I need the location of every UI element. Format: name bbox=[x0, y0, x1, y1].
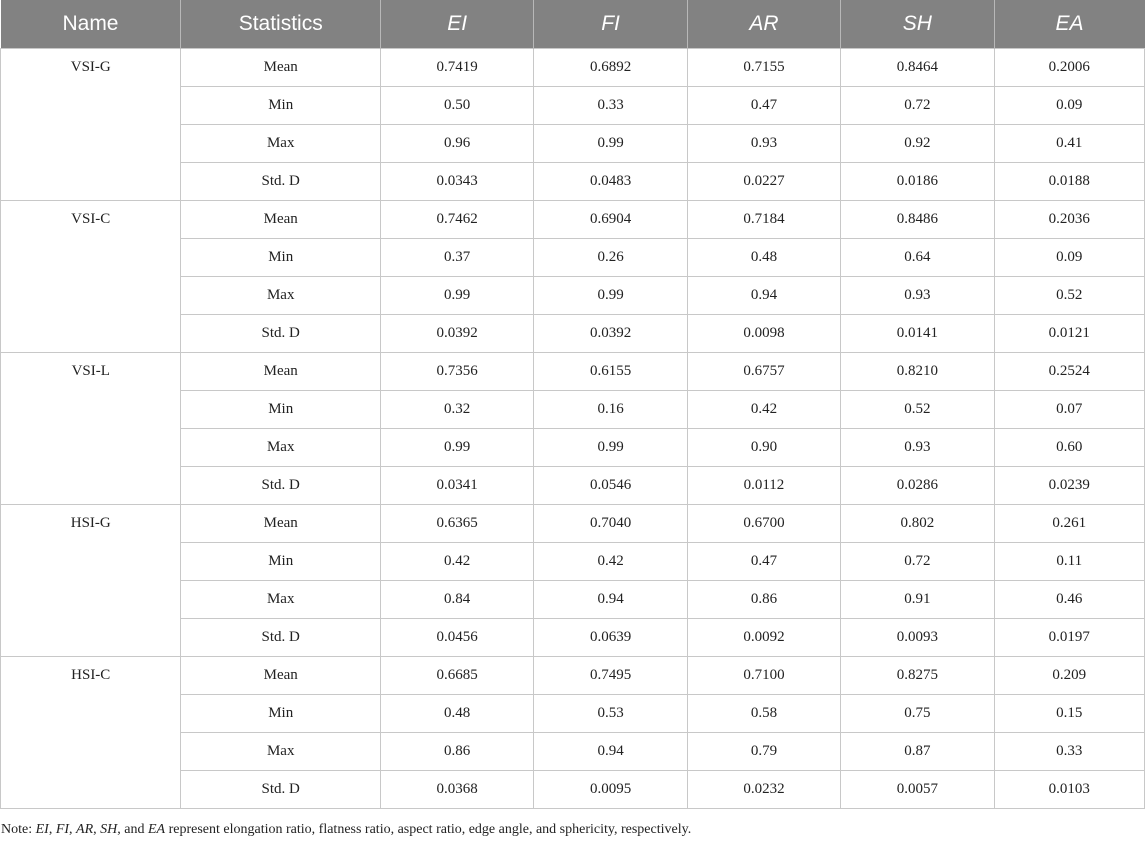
fi-value-cell: 0.26 bbox=[534, 239, 687, 277]
ei-value-cell: 0.0456 bbox=[380, 619, 533, 657]
ar-value-cell: 0.0098 bbox=[687, 315, 840, 353]
statistic-label-cell: Mean bbox=[181, 505, 381, 543]
statistic-label-cell: Mean bbox=[181, 201, 381, 239]
sh-value-cell: 0.0057 bbox=[841, 771, 994, 809]
ar-value-cell: 0.7155 bbox=[687, 49, 840, 87]
ei-value-cell: 0.0343 bbox=[380, 163, 533, 201]
header-fi: FI bbox=[534, 0, 687, 49]
ar-value-cell: 0.86 bbox=[687, 581, 840, 619]
ar-value-cell: 0.58 bbox=[687, 695, 840, 733]
fi-value-cell: 0.0095 bbox=[534, 771, 687, 809]
fi-value-cell: 0.0483 bbox=[534, 163, 687, 201]
sh-value-cell: 0.87 bbox=[841, 733, 994, 771]
sh-value-cell: 0.8210 bbox=[841, 353, 994, 391]
fi-value-cell: 0.7040 bbox=[534, 505, 687, 543]
ar-value-cell: 0.0092 bbox=[687, 619, 840, 657]
statistic-label-cell: Std. D bbox=[181, 163, 381, 201]
fi-value-cell: 0.99 bbox=[534, 429, 687, 467]
table-row bbox=[1, 353, 1145, 391]
ea-value-cell: 0.0121 bbox=[994, 315, 1144, 353]
fi-value-cell: 0.0546 bbox=[534, 467, 687, 505]
statistic-label-cell: Min bbox=[181, 239, 381, 277]
ar-value-cell: 0.47 bbox=[687, 87, 840, 125]
statistic-label-cell: Max bbox=[181, 581, 381, 619]
ar-value-cell: 0.48 bbox=[687, 239, 840, 277]
ei-value-cell: 0.32 bbox=[380, 391, 533, 429]
header-ea: EA bbox=[994, 0, 1144, 49]
table-body bbox=[1, 49, 1145, 809]
ea-value-cell: 0.209 bbox=[994, 657, 1144, 695]
statistic-label-cell: Max bbox=[181, 733, 381, 771]
note-term-ei: EI bbox=[35, 822, 49, 837]
note-term-ar: AR bbox=[76, 822, 94, 837]
sh-value-cell: 0.64 bbox=[841, 239, 994, 277]
fi-value-cell: 0.16 bbox=[534, 391, 687, 429]
statistic-label-cell: Max bbox=[181, 125, 381, 163]
note-term-fi: FI bbox=[55, 822, 70, 837]
note-term-sh: SH bbox=[100, 822, 118, 837]
ei-value-cell: 0.7419 bbox=[380, 49, 533, 87]
ei-value-cell: 0.6365 bbox=[380, 505, 533, 543]
note-sep: , bbox=[93, 822, 101, 837]
ea-value-cell: 0.0103 bbox=[994, 771, 1144, 809]
sh-value-cell: 0.0141 bbox=[841, 315, 994, 353]
table-note bbox=[1, 822, 691, 838]
fi-value-cell: 0.53 bbox=[534, 695, 687, 733]
note-description: represent elongation ratio, flatness ratio, aspect ratio, edge angle, and sphericity, respectively. bbox=[165, 822, 692, 837]
ei-value-cell: 0.48 bbox=[380, 695, 533, 733]
ea-value-cell: 0.261 bbox=[994, 505, 1144, 543]
table-row bbox=[1, 201, 1145, 239]
header-ei: EI bbox=[380, 0, 533, 49]
header-name: Name bbox=[1, 0, 181, 49]
statistic-label-cell: Min bbox=[181, 391, 381, 429]
ei-value-cell: 0.0392 bbox=[380, 315, 533, 353]
sh-value-cell: 0.93 bbox=[841, 429, 994, 467]
ea-value-cell: 0.15 bbox=[994, 695, 1144, 733]
ea-value-cell: 0.0239 bbox=[994, 467, 1144, 505]
statistic-label-cell: Std. D bbox=[181, 315, 381, 353]
fi-value-cell: 0.99 bbox=[534, 277, 687, 315]
ea-value-cell: 0.09 bbox=[994, 239, 1144, 277]
sh-value-cell: 0.0093 bbox=[841, 619, 994, 657]
ea-value-cell: 0.46 bbox=[994, 581, 1144, 619]
statistic-label-cell: Mean bbox=[181, 657, 381, 695]
statistic-label-cell: Min bbox=[181, 87, 381, 125]
ea-value-cell: 0.0197 bbox=[994, 619, 1144, 657]
note-sep: , bbox=[69, 822, 77, 837]
ea-value-cell: 0.07 bbox=[994, 391, 1144, 429]
sh-value-cell: 0.93 bbox=[841, 277, 994, 315]
fi-value-cell: 0.99 bbox=[534, 125, 687, 163]
ei-value-cell: 0.84 bbox=[380, 581, 533, 619]
sh-value-cell: 0.72 bbox=[841, 543, 994, 581]
fi-value-cell: 0.6155 bbox=[534, 353, 687, 391]
table-row bbox=[1, 657, 1145, 695]
ea-value-cell: 0.2006 bbox=[994, 49, 1144, 87]
ea-value-cell: 0.33 bbox=[994, 733, 1144, 771]
ar-value-cell: 0.0227 bbox=[687, 163, 840, 201]
ar-value-cell: 0.6700 bbox=[687, 505, 840, 543]
group-name-cell: HSI-C bbox=[1, 657, 181, 809]
ea-value-cell: 0.09 bbox=[994, 87, 1144, 125]
ei-value-cell: 0.86 bbox=[380, 733, 533, 771]
table-row bbox=[1, 49, 1145, 87]
fi-value-cell: 0.42 bbox=[534, 543, 687, 581]
header-sh: SH bbox=[841, 0, 994, 49]
ar-value-cell: 0.90 bbox=[687, 429, 840, 467]
sh-value-cell: 0.92 bbox=[841, 125, 994, 163]
note-term-ea: EA bbox=[148, 822, 166, 837]
statistic-label-cell: Std. D bbox=[181, 467, 381, 505]
ar-value-cell: 0.42 bbox=[687, 391, 840, 429]
statistic-label-cell: Min bbox=[181, 695, 381, 733]
statistic-label-cell: Std. D bbox=[181, 619, 381, 657]
ei-value-cell: 0.0341 bbox=[380, 467, 533, 505]
ei-value-cell: 0.6685 bbox=[380, 657, 533, 695]
ar-value-cell: 0.79 bbox=[687, 733, 840, 771]
ar-value-cell: 0.0232 bbox=[687, 771, 840, 809]
fi-value-cell: 0.94 bbox=[534, 733, 687, 771]
ei-value-cell: 0.7462 bbox=[380, 201, 533, 239]
ei-value-cell: 0.0368 bbox=[380, 771, 533, 809]
header-ar: AR bbox=[687, 0, 840, 49]
statistic-label-cell: Std. D bbox=[181, 771, 381, 809]
group-name-cell: VSI-C bbox=[1, 201, 181, 353]
ea-value-cell: 0.52 bbox=[994, 277, 1144, 315]
fi-value-cell: 0.6904 bbox=[534, 201, 687, 239]
sh-value-cell: 0.72 bbox=[841, 87, 994, 125]
ea-value-cell: 0.11 bbox=[994, 543, 1144, 581]
ar-value-cell: 0.94 bbox=[687, 277, 840, 315]
ea-value-cell: 0.41 bbox=[994, 125, 1144, 163]
sh-value-cell: 0.8275 bbox=[841, 657, 994, 695]
table-row bbox=[1, 505, 1145, 543]
ar-value-cell: 0.7184 bbox=[687, 201, 840, 239]
statistic-label-cell: Min bbox=[181, 543, 381, 581]
ei-value-cell: 0.96 bbox=[380, 125, 533, 163]
ei-value-cell: 0.99 bbox=[380, 277, 533, 315]
fi-value-cell: 0.7495 bbox=[534, 657, 687, 695]
ar-value-cell: 0.47 bbox=[687, 543, 840, 581]
ar-value-cell: 0.0112 bbox=[687, 467, 840, 505]
statistic-label-cell: Mean bbox=[181, 353, 381, 391]
note-prefix: Note: bbox=[1, 822, 36, 837]
sh-value-cell: 0.91 bbox=[841, 581, 994, 619]
ei-value-cell: 0.37 bbox=[380, 239, 533, 277]
statistic-label-cell: Mean bbox=[181, 49, 381, 87]
table-header bbox=[1, 0, 1145, 49]
ei-value-cell: 0.42 bbox=[380, 543, 533, 581]
ea-value-cell: 0.2036 bbox=[994, 201, 1144, 239]
header-row bbox=[1, 0, 1145, 49]
sh-value-cell: 0.75 bbox=[841, 695, 994, 733]
fi-value-cell: 0.6892 bbox=[534, 49, 687, 87]
ar-value-cell: 0.93 bbox=[687, 125, 840, 163]
sh-value-cell: 0.802 bbox=[841, 505, 994, 543]
note-sep: , bbox=[48, 822, 56, 837]
fi-value-cell: 0.0639 bbox=[534, 619, 687, 657]
ei-value-cell: 0.50 bbox=[380, 87, 533, 125]
ar-value-cell: 0.6757 bbox=[687, 353, 840, 391]
header-statistics: Statistics bbox=[181, 0, 381, 49]
ea-value-cell: 0.2524 bbox=[994, 353, 1144, 391]
fi-value-cell: 0.94 bbox=[534, 581, 687, 619]
group-name-cell: VSI-G bbox=[1, 49, 181, 201]
sh-value-cell: 0.0186 bbox=[841, 163, 994, 201]
sh-value-cell: 0.0286 bbox=[841, 467, 994, 505]
ei-value-cell: 0.7356 bbox=[380, 353, 533, 391]
group-name-cell: VSI-L bbox=[1, 353, 181, 505]
statistic-label-cell: Max bbox=[181, 277, 381, 315]
ea-value-cell: 0.0188 bbox=[994, 163, 1144, 201]
sh-value-cell: 0.52 bbox=[841, 391, 994, 429]
ea-value-cell: 0.60 bbox=[994, 429, 1144, 467]
ar-value-cell: 0.7100 bbox=[687, 657, 840, 695]
note-sep: , and bbox=[117, 822, 148, 837]
statistic-label-cell: Max bbox=[181, 429, 381, 467]
fi-value-cell: 0.0392 bbox=[534, 315, 687, 353]
ei-value-cell: 0.99 bbox=[380, 429, 533, 467]
sh-value-cell: 0.8464 bbox=[841, 49, 994, 87]
fi-value-cell: 0.33 bbox=[534, 87, 687, 125]
sh-value-cell: 0.8486 bbox=[841, 201, 994, 239]
group-name-cell: HSI-G bbox=[1, 505, 181, 657]
